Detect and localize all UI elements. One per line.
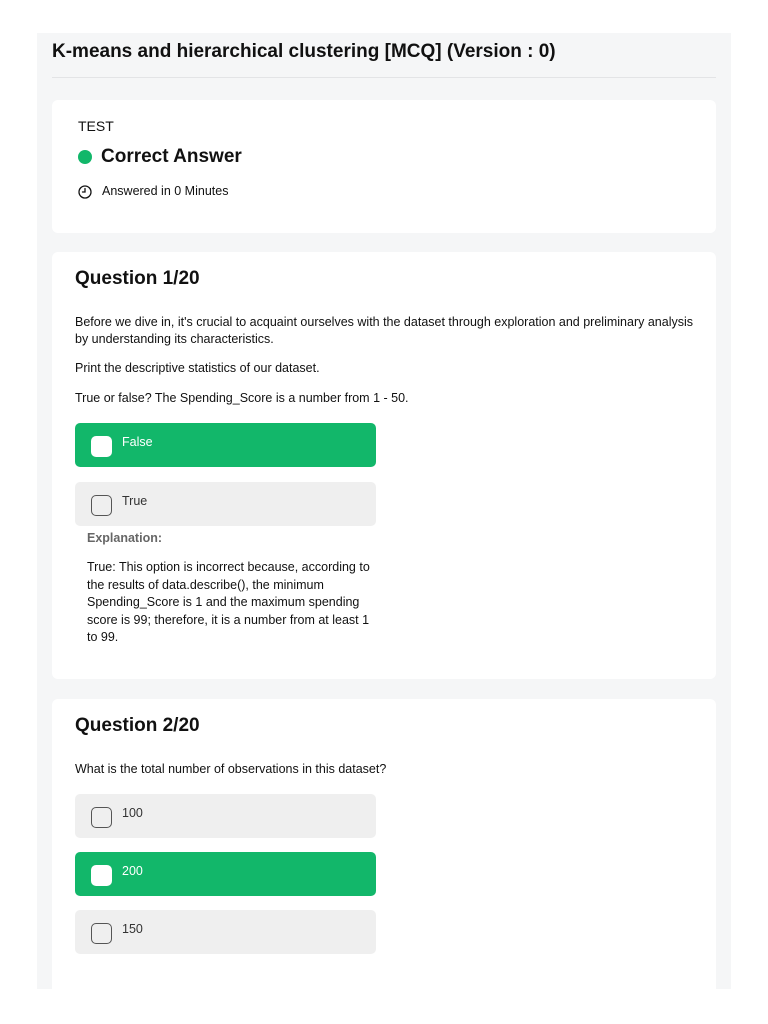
explanation-text: True: This option is incorrect because, according to the results of data.describe(), the minimum Spending_Score is 1 and the maximum spending score is 99; therefore, it is a number from at least 1 to 99. (87, 560, 370, 644)
answer-option-200[interactable] (75, 852, 376, 896)
option-label: 100 (122, 806, 143, 820)
status-dot-icon (78, 150, 92, 164)
option-label: 200 (122, 864, 143, 878)
page-title: K-means and hierarchical clustering [MCQ] (Version : 0) (52, 41, 556, 62)
answer-option-false[interactable] (75, 423, 376, 467)
status-row (78, 146, 242, 168)
question-card-1 (52, 252, 716, 679)
question-heading: Question 2/20 (75, 715, 200, 736)
question-text: What is the total number of observations in this dataset? (75, 762, 387, 776)
question-text: Before we dive in, it's crucial to acquaint ourselves with the dataset through exploration and preliminary analysis by understanding its characteristics. (75, 315, 693, 346)
test-label: TEST (78, 118, 114, 134)
clock-icon (78, 185, 92, 199)
status-text: Correct Answer (101, 146, 242, 167)
answer-option-true[interactable] (75, 482, 376, 526)
option-label: False (122, 435, 153, 449)
checkbox-icon[interactable] (91, 865, 112, 886)
option-label: True (122, 494, 148, 508)
answer-time: Answered in 0 Minutes (102, 184, 229, 198)
explanation-title: Explanation: (87, 531, 163, 545)
option-label: 150 (122, 922, 143, 936)
checkbox-icon[interactable] (91, 923, 112, 944)
result-card (52, 100, 716, 233)
time-row (78, 183, 228, 199)
answer-option-100[interactable] (75, 794, 376, 838)
question-text: Print the descriptive statistics of our dataset. (75, 361, 320, 375)
checkbox-icon[interactable] (91, 436, 112, 457)
question-card-2 (52, 699, 716, 989)
question-heading: Question 1/20 (75, 268, 200, 289)
title-bar (52, 33, 716, 78)
question-text: True or false? The Spending_Score is a number from 1 - 50. (75, 391, 409, 405)
checkbox-icon[interactable] (91, 495, 112, 516)
answer-option-150[interactable] (75, 910, 376, 954)
quiz-page (37, 33, 731, 989)
checkbox-icon[interactable] (91, 807, 112, 828)
